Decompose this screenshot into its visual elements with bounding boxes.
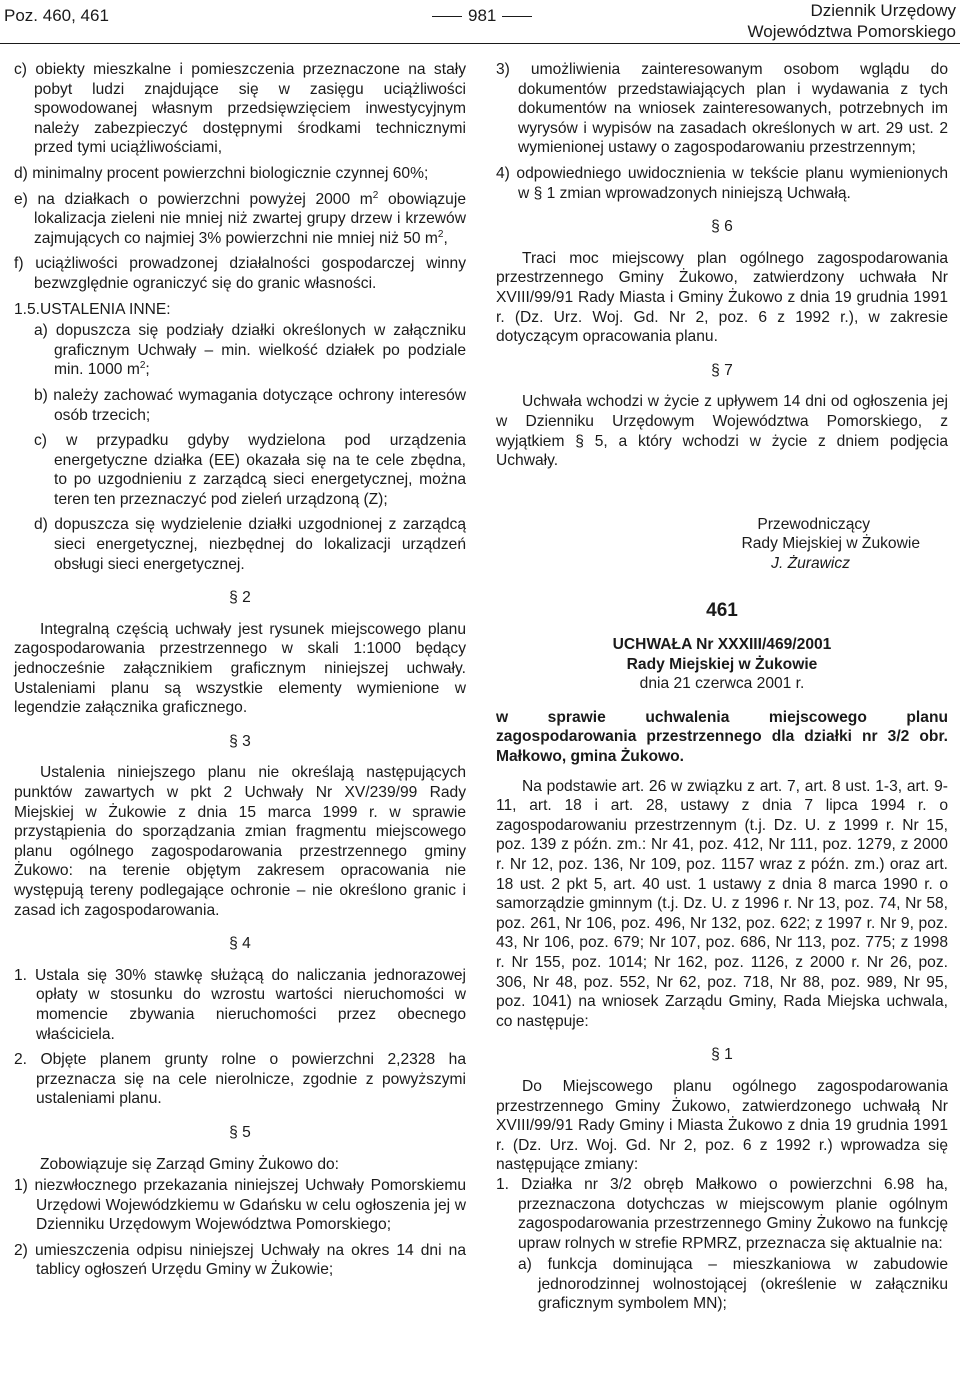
section-3-title: § 3 <box>229 732 251 750</box>
section-number: 1.5. <box>14 300 41 318</box>
document-preamble: Na podstawie art. 26 w związku z art. 7, art. 8 ust. 1-3, art. 9-11, art. 18 i art. 28, ustawy z dnia 7 lipca 1994 r. o zagospodarowaniu przestrzennym (t.j. Dz. U. z 1999 r. Nr 15, poz. 139 z późn. zm.: Nr 41, poz. 412, Nr 111, poz. 1279, z 2000 r. Nr 12, poz. 136, Nr 109, poz. 1157 wraz z późn. zm.) oraz art. 18 ust. 2 pkt 5, art. 40 ust. 1 ustawy z dnia 8 marca 1990 r. o samorządzie gminnym (t.j. Dz. U. z 1996 r. Nr 13, poz. 74, Nr 58, poz. 261, Nr 106, poz. 496, Nr 132, poz. 622; z 1997 r. Nr 9, poz. 43, Nr 106, poz. 679; Nr 107, poz. 686, Nr 113, poz. 775; z 1998 r. Nr 155, poz. 1014; Nr 162, poz. 1126, z 2000 r. Nr 26, poz. 306, Nr 48, poz. 552, Nr 62, poz. 718, Nr 88, poz. 989, Nr 95, poz. 1041) na wniosek Zarządu Gminy, Rada Miejska uchwala, co następuje: <box>496 777 948 1030</box>
section-5-intro: Zobowiązuje się Zarząd Gminy Żukowo do: <box>40 1155 340 1173</box>
list-item: 3) umożliwienia zainteresowanym osobom wglądu do dokumentów przedstawiających plan i wydawania z tych dokumentów na wniosek zainteresowanych, potrzebnych im wyrysów i wypisów na zasadach określonych w art. 29 ust. 2 wymienionej ustawy o zagospodarowaniu przestrzennym; <box>496 61 948 157</box>
superscript: 2 <box>139 360 146 372</box>
journal-title-line1: Dziennik Urzędowy <box>810 1 956 20</box>
list-item: 1. Ustala się 30% stawkę służącą do naliczania jednorazowej opłaty w stosunku do wzrostu wartości nieruchomości w momencie zbywania nieruchomości przez obecnego właściciela. <box>14 966 466 1043</box>
section-1-text: Do Miejscowego planu ogólnego zagospodarowania przestrzennego Gminy Żukowo, zatwierdzonego uchwałą Nr XVIII/99/91 Rady Gminy i Miasta Żukowo z dnia 19 grudnia 1991 r. (Dz. Urz. Woj. Gd. Nr 2, poz. 6 z 1992 r.) wprowadza się następujące zmiany: <box>496 1077 948 1174</box>
header-page-number <box>426 6 538 26</box>
list-item: c) w przypadku gdyby wydzielona pod urządzenia energetyczne działka (EE) okazała się na te cele zbędna, to po uzgodnieniu z zarządcą sieci energetycznej, można teren ten przeznaczyć pod zieleń urządzoną (Z); <box>34 432 466 508</box>
left-column <box>14 60 466 1286</box>
item-e-end: , <box>443 229 448 247</box>
journal-title-line2: Województwa Pomorskiego <box>747 22 956 41</box>
item-e-text: e) na działkach o powierzchni powyżej 2000 m <box>14 190 373 208</box>
list-item: 4) odpowiedniego uwidocznienia w tekście planu wymienionych w § 1 zmian wprowadzonych niniejszą Uchwałą. <box>496 164 948 202</box>
section-1-5-list <box>14 321 466 574</box>
list-item: d) dopuszcza się wydzielenie działki uzgodnionej z zarządcą sieci energetycznej, niezbędnej do lokalizacji urządzeń obsługi sieci energetycznej. <box>34 516 466 573</box>
document-subject: w sprawie uchwalenia miejscowego planu zagospodarowania przestrzennego dla działki nr 3/2 obr. Małkowo, gmina Żukowo. <box>496 708 948 766</box>
list-item: f) uciążliwości prowadzonej działalności gospodarczej winny bezwzględnie ograniczyć się do granic własności. <box>14 255 466 292</box>
superscript: 2 <box>437 228 444 240</box>
document-title: UCHWAŁA Nr XXXIII/469/2001 <box>612 636 832 654</box>
section-title: USTALENIA INNE: <box>40 300 171 318</box>
list-item <box>34 321 466 380</box>
section-6-title: § 6 <box>711 218 733 236</box>
signature-block <box>496 515 948 574</box>
section-3-text: Ustalenia niniejszego planu nie określają następujących punktów zawartych w pkt 2 Uchwały Nr XV/239/99 Rady Miejskiej w Żukowie z dnia 15 marca 1999 r. w sprawie przystąpienia do sporządzania zmian fragmentu miejscowego planu ogólnego zagospodarowania przestrzennego gminy Żukowo: na terenie objętym zakresem opracowania nie występują tereny podlegające ochronie – nie określono granic i zasad ich zagospodarowania. <box>14 764 466 919</box>
header-position-ref: Poz. 460, 461 <box>4 6 109 25</box>
list-item: d) minimalny procent powierzchni biologicznie czynnej 60%; <box>14 164 429 182</box>
list-item: 2. Objęte planem grunty rolne o powierzchni 2,2328 ha przeznacza się na cele nierolnicze, zgodnie z powyższymi ustaleniami planu. <box>14 1051 466 1108</box>
list-item <box>14 190 466 249</box>
sub-list <box>496 1255 948 1314</box>
section-2-title: § 2 <box>229 589 251 607</box>
section-6-text: Traci moc miejscowy plan ogólnego zagospodarowania przestrzennego Gminy Żukowo, zatwierdzony uchwała Nr XVIII/99/91 Rady Miasta i Gminy Żukowo z dnia 19 grudnia 1991 r. (Dz. Urz. Woj. Gd. Nr 2, poz. 6 z 1992 r.), w zakresie dotyczącym opracowania planu. <box>496 249 948 346</box>
document-date: dnia 21 czerwca 2001 r. <box>639 675 805 693</box>
item-e-text-cont: obowiązuje lokalizacja zieleni nie mniej niż zwartej grupy drzew i krzewów zajmujących co najmiej 3% powierzchni nie mniej niż 50 m <box>34 190 466 247</box>
header-journal-title <box>748 0 957 42</box>
signature-name: J. Żurawicz <box>771 554 850 572</box>
signature-title: Przewodniczący <box>757 515 870 533</box>
section-7-title: § 7 <box>711 361 733 379</box>
signature-body: Rady Miejskiej w Żukowie <box>741 535 920 553</box>
section-7-text: Uchwała wchodzi w życie z upływem 14 dni od ogłoszenia jej w Dzienniku Urzędowym Województwa Pomorskiego, z wyjątkiem § 5, a który wchodzi w życie z dniem podjęcia Uchwały. <box>496 393 948 470</box>
superscript: 2 <box>372 189 379 201</box>
header-rule <box>0 43 960 44</box>
page-number: 981 <box>468 6 497 25</box>
item-a-text: a) dopuszcza się podziały działki określonych w załączniku graficznym Uchwały – min. wielkość działek po podziale min. 1000 m <box>34 322 466 379</box>
item-a-end: ; <box>145 361 150 379</box>
list-item: 1) niezwłocznego przekazania niniejszej Uchwały Pomorskiemu Urzędowi Wojewódzkiemu w Gdańsku w celu ogłoszenia jej w Dzienniku Urzędowym Województwa Pomorskiego; <box>14 1177 466 1234</box>
list-item: c) obiekty mieszkalne i pomieszczenia przeznaczone na stały pobyt ludzi znajdujące się w zasięgu uciążliwości spowodowanej własnym przedsięwzięciem inwestycyjnym należy zabezpieczyć dostępnymi środkami technicznymi przed tymi uciążliwościami, <box>14 61 466 157</box>
section-4-title: § 4 <box>229 935 251 953</box>
list-item: 1. Działka nr 3/2 obręb Małkowo o powierzchni 6.98 ha, przeznaczona dotychczas w miejscowym planie ogólnym zagospodarowania przestrzennego Gminy Żukowo na funkcję upraw rolnych w strefie RPMRZ, przeznacza się aktualnie na: <box>496 1175 948 1252</box>
list-item: 2) umieszczenia odpisu niniejszej Uchwały na okres 14 dni na tablicy ogłoszeń Urzędu Gminy w Żukowie; <box>14 1241 466 1279</box>
section-2-text: Integralną częścią uchwały jest rysunek miejscowego planu zagospodarowania przestrzennego w skali 1:1000 będący jednocześnie załącznikiem graficznym niniejszej uchwały. Ustaleniami planu są wszystkie elementy wymienione w legendzie załącznika graficznego. <box>14 620 466 717</box>
section-heading <box>14 300 466 320</box>
document-issuer: Rady Miejskiej w Żukowie <box>626 655 818 673</box>
list-item: a) funkcja dominująca – mieszkaniowa w zabudowie jednorodzinnej wolnostojącej (określenie w załączniku graficznym symbolem MN); <box>518 1256 948 1313</box>
page-header <box>0 0 960 44</box>
right-column <box>496 60 948 1320</box>
list-item: b) należy zachować wymagania dotyczące ochrony interesów osób trzecich; <box>34 386 466 424</box>
section-1-title: § 1 <box>711 1046 733 1064</box>
document-number: 461 <box>706 600 738 622</box>
section-5-title: § 5 <box>229 1123 251 1141</box>
